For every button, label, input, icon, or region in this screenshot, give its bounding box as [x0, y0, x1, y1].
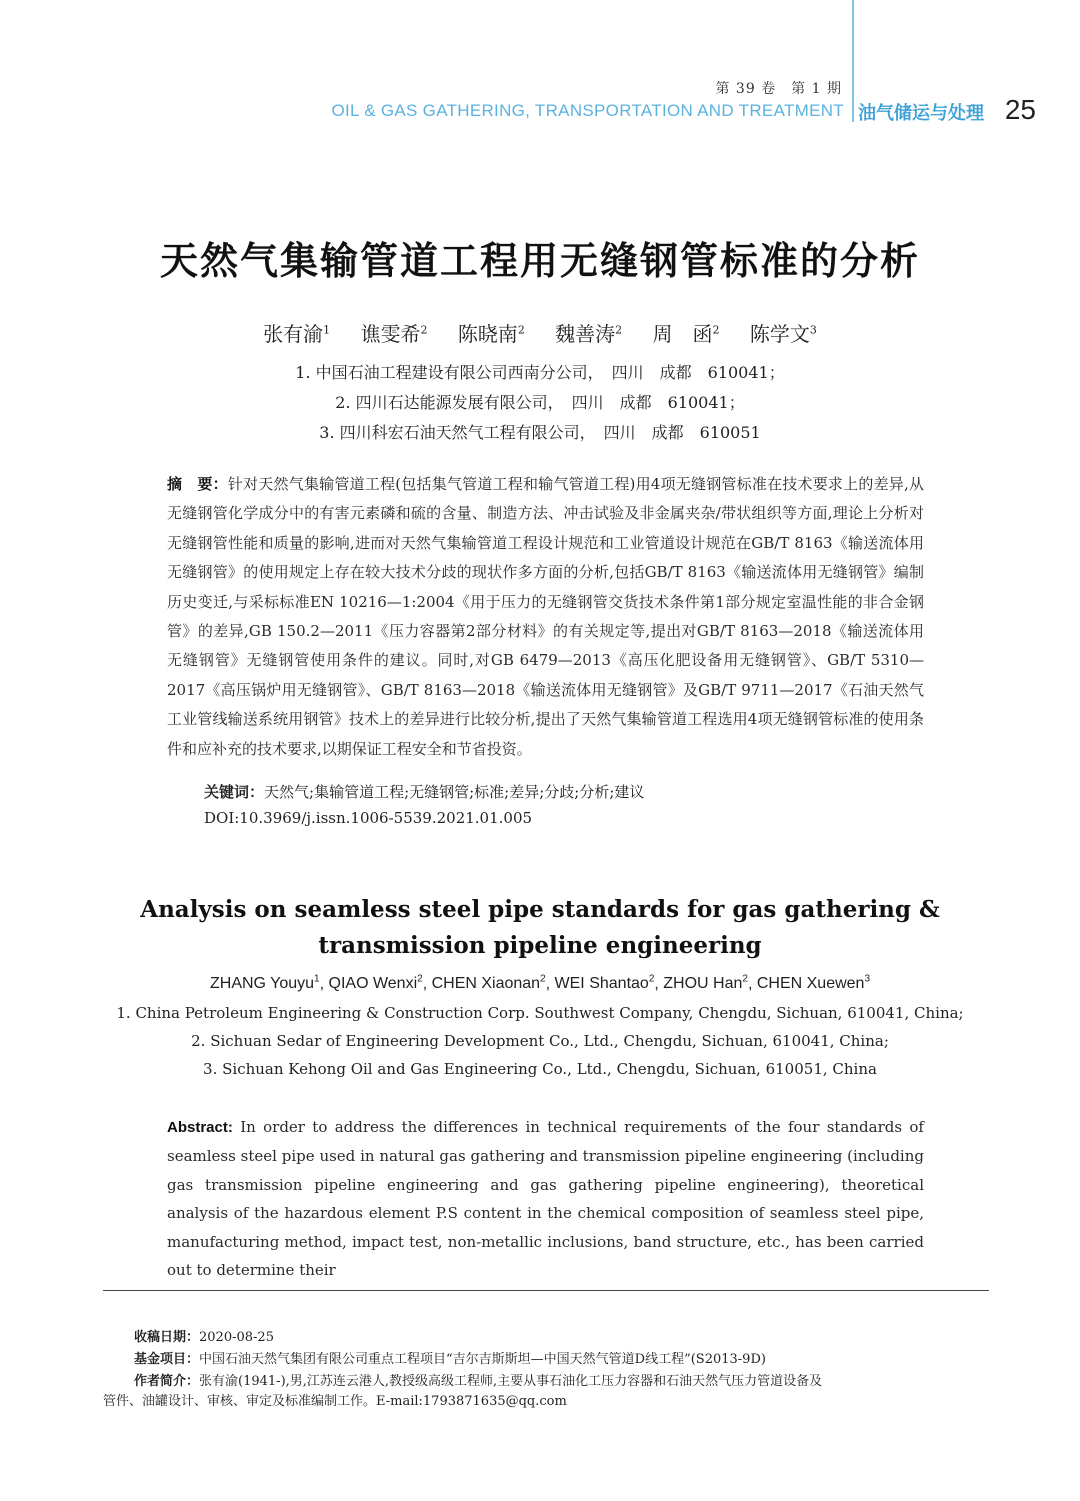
affiliation-cn: 1. 中国石油工程建设有限公司西南分公司， 四川 成都 610041； [295, 363, 785, 382]
title-en-line: Analysis on seamless steel pipe standards for gas gathering & [140, 896, 940, 923]
keywords-cn-text: 天然气;集输管道工程;无缝钢管;标准;差异;分歧;分析;建议 [264, 783, 645, 801]
affiliation-en: 2. Sichuan Sedar of Engineering Development Co., Ltd., Chengdu, Sichuan, 610041, China; [191, 1032, 889, 1050]
received-date: 收稿日期：2020-08-25 [134, 1330, 274, 1345]
author-cn: 张有渝$^1$ [263, 322, 331, 346]
author-en: CHEN Xiaonan$^2$ [431, 974, 546, 993]
author-en: ZHANG Youyu$^1$ [209, 974, 320, 993]
abstract-cn-text: 针对天然气集输管道工程(包括集气管道工程和输气管道工程)用4项无缝钢管标准在技术要求上的差异,从无缝钢管化学成分中的有害元素磷和硫的含量、制造方法、冲击试验及非金属夹杂/带状组织等方面,理论上分析对无缝钢管性能和质量的影响,进而对天然气集输管道工程设计规范和工业管道设计规范在GB/T 8163《输送流体用无缝钢管》的使用规定上存在较大技术分歧的现状作多方面的分析,包括GB/T 8163《输送流体用无缝钢管》编制历史变迁,与采标标准EN 10216—1:2004《用于压力的无缝钢管交货技术条件第1部分规定室温性能的非合金钢管》的差异,GB 150.2—2011《压力容器第2部分材料》的有关规定等,提出对GB/T 8163—2018《输送流体用无缝钢管》无缝钢管使用条件的建议。同时,对GB 6479—2013《高压化肥设备用无缝钢管》、GB/T 5310—2017《高压锅炉用无缝钢管》、GB/T 8163—2018《输送流体用无缝钢管》及GB/T 9711—2017《石油天然气工业管线输送系统用钢管》技术上的差异进行比较分析,提出了天然气集输管道工程选用4项无缝钢管标准的使用条件和应补充的技术要求,以期保证工程安全和节省投资。 [167, 475, 924, 758]
header-divider [852, 0, 854, 122]
title-en-line: transmission pipeline engineering [318, 932, 762, 959]
author-cn: 谯雯希$^2$ [360, 322, 428, 346]
authors-cn [0, 318, 1080, 347]
footnote-rule [103, 1290, 989, 1291]
issue-number: 第 39 卷 第 1 期 [715, 81, 842, 97]
author-bio: 作者简介：张有渝(1941-),男,江苏连云港人,教授级高级工程师,主要从事石油化工压力容器和石油天然气压力管道设备及 [134, 1374, 823, 1389]
author-en: QIAO Wenxi$^2$ [328, 974, 423, 993]
abstract-en [167, 1113, 924, 1284]
affiliation-cn: 3. 四川科宏石油天然气工程有限公司， 四川 成都 610051 [319, 423, 761, 442]
authors-en: ZHANG Youyu$^1$, QIAO Wenxi$^2$, CHEN Xiaonan$^2$, WEI Shantao$^2$, ZHOU Han$^2$, CHEN Xuewen$^3$ [209, 974, 871, 993]
abstract-cn [167, 470, 924, 764]
keywords-cn [204, 781, 644, 802]
affiliation-en: 1. China Petroleum Engineering & Construction Corp. Southwest Company, Chengdu, Sichuan, 610041, China; [116, 1004, 964, 1022]
author-cn: 陈晓南$^2$ [457, 322, 525, 346]
author-cn: 陈学文$^3$ [749, 322, 817, 346]
journal-name-cn: 油气储运与处理 [858, 103, 984, 123]
author-en: WEI Shantao$^2$ [554, 974, 655, 993]
abstract-en-text: In order to address the differences in technical requirements of the four standards of seamless steel pipe used in natural gas gathering and transmission pipeline engineering (including gas transmission pipeline engineering and gas gathering pipeline engineering), theoretical analysis of the hazardous element P.S content in the chemical composition of seamless steel pipe, manufacturing method, impact test, non-metallic inclusions, band structure, etc., has been carried out to determine their [167, 1118, 924, 1280]
affiliation-cn: 2. 四川石达能源发展有限公司， 四川 成都 610041； [335, 393, 745, 412]
author-en: ZHOU Han$^2$ [663, 974, 748, 993]
abstract-cn-label: 摘 要： [167, 475, 228, 493]
page-number: 25 [1004, 94, 1036, 125]
author-cn: 魏善涛$^2$ [555, 322, 623, 346]
fund-project: 基金项目：中国石油天然气集团有限公司重点工程项目“吉尔吉斯斯坦—中国天然气管道D线工程”(S2013-9D) [134, 1352, 766, 1367]
author-cn: 周 函$^2$ [652, 322, 720, 346]
title-en [0, 892, 1080, 964]
journal-name-en: OIL & GAS GATHERING, TRANSPORTATION AND TREATMENT [331, 101, 844, 120]
author-en: CHEN Xuewen$^3$ [756, 974, 871, 993]
affiliation-en: 3. Sichuan Kehong Oil and Gas Engineering Co., Ltd., Chengdu, Sichuan, 610051, China [203, 1060, 877, 1078]
author-bio-continued: 管件、油罐设计、审核、审定及标准编制工作。E-mail:1793871635@qq.com [103, 1394, 567, 1409]
title-cn: 天然气集输管道工程用无缝钢管标准的分析 [159, 238, 920, 283]
abstract-en-label: Abstract: [167, 1119, 233, 1136]
doi: DOI:10.3969/j.issn.1006-5539.2021.01.005 [204, 809, 533, 827]
keywords-cn-label: 关键词： [204, 783, 265, 801]
